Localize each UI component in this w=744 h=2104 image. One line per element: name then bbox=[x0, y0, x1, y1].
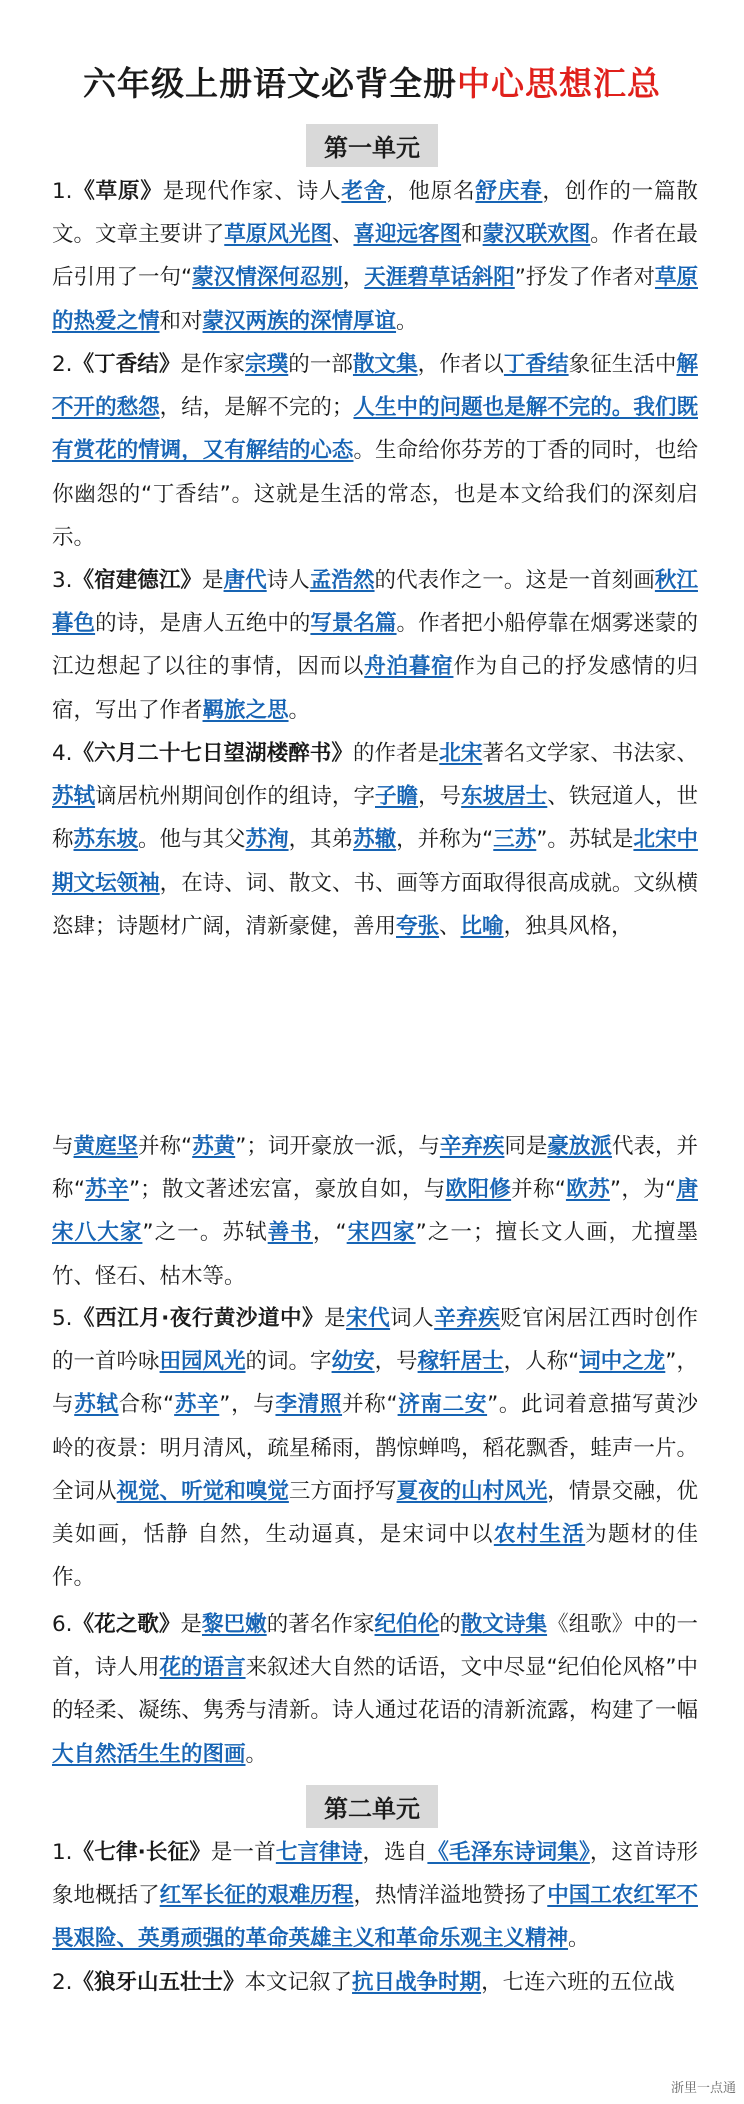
keyword: 喜迎远客图 bbox=[353, 222, 462, 248]
keyword: 草原的热爱之情 bbox=[52, 265, 698, 334]
keyword: 苏洵 bbox=[245, 827, 289, 853]
keyword: 舒庆春 bbox=[475, 179, 543, 204]
text: ”抒发了作者对 bbox=[514, 265, 655, 291]
keyword: 夸张 bbox=[396, 913, 440, 939]
text: 。他与其父 bbox=[138, 827, 246, 853]
item-number: 1. bbox=[52, 1840, 73, 1865]
text: 。 bbox=[396, 308, 418, 334]
unit2-item-1-changzheng bbox=[52, 1831, 698, 1961]
keyword: 宋四家 bbox=[346, 1220, 416, 1246]
keyword: 黄庭坚 bbox=[73, 1134, 139, 1159]
keyword: 苏轼 bbox=[52, 784, 96, 810]
keyword: 欧苏 bbox=[565, 1177, 610, 1203]
text: ，创作的一篇散文。文章主要讲了 bbox=[52, 179, 698, 248]
text: 并称“ bbox=[138, 1134, 193, 1159]
text: ，热情洋溢地赞扬了 bbox=[353, 1883, 548, 1909]
text: ，七连六班的五位战 bbox=[481, 1970, 675, 1995]
item-4-wanghulou-part-b bbox=[52, 1125, 698, 1298]
unit2-item-2-langyashan bbox=[52, 1961, 698, 2004]
keyword: 解不开的愁怨 bbox=[52, 352, 698, 421]
text: 的 bbox=[439, 1612, 461, 1637]
text: ，并称为“ bbox=[396, 827, 494, 853]
text: ”之一。苏轼 bbox=[142, 1220, 268, 1246]
text: ”，与 bbox=[52, 1349, 698, 1418]
text: 的一部 bbox=[288, 352, 353, 377]
text: ”之一；擅长文人画，尤擅墨竹、怪石、枯木等。 bbox=[52, 1220, 698, 1289]
keyword: 宗璞 bbox=[245, 352, 289, 377]
item-number: 6. bbox=[52, 1612, 73, 1637]
unit-1-heading: 第一单元 bbox=[306, 124, 438, 167]
keyword: 中国工农红军不畏艰险、英勇顽强的革命英雄主义和革命乐观主义精神 bbox=[52, 1883, 698, 1952]
keyword: 散文诗集 bbox=[460, 1612, 548, 1637]
text: 是 bbox=[180, 1612, 202, 1637]
keyword: 抗日战争时期 bbox=[352, 1970, 482, 1995]
keyword: 孟浩然 bbox=[309, 568, 375, 593]
keyword: 写景名篇 bbox=[310, 611, 397, 637]
keyword: 宋代 bbox=[346, 1306, 391, 1331]
text: ，独具风格， bbox=[503, 913, 633, 939]
text: 。 bbox=[288, 697, 311, 723]
source-watermark: 浙里一点通 bbox=[670, 2081, 736, 2096]
text: 的著名作家 bbox=[266, 1612, 375, 1637]
keyword: 苏黄 bbox=[192, 1134, 236, 1159]
text: 和 bbox=[461, 222, 483, 248]
item-number: 5. bbox=[52, 1306, 73, 1331]
text: 的代表作之一。这是一首刻画 bbox=[374, 568, 655, 593]
item-3-sujiandejiang bbox=[52, 559, 698, 732]
text: ，这首诗形象地概括了 bbox=[52, 1840, 698, 1909]
text: 的诗，是唐人五绝中的 bbox=[95, 611, 311, 637]
item-title: 《丁香结》 bbox=[72, 352, 181, 377]
keyword: 红军长征的艰难历程 bbox=[159, 1883, 354, 1909]
text: ，结，是解不完的； bbox=[159, 395, 354, 421]
text: 是一首 bbox=[210, 1840, 276, 1865]
text: ”，与 bbox=[219, 1392, 276, 1418]
text: ，他原名 bbox=[386, 179, 476, 204]
text: 词人 bbox=[390, 1306, 435, 1331]
text: ，人称“ bbox=[503, 1349, 580, 1375]
keyword: 七言律诗 bbox=[275, 1840, 363, 1865]
text: ，在诗、词、散文、书、画等方面取得很高成就。文纵横恣肆；诗题材广阔，清新豪健，善用 bbox=[52, 870, 698, 939]
keyword: 北宋 bbox=[439, 741, 483, 766]
keyword: 苏轼 bbox=[74, 1392, 119, 1418]
text: 合称“ bbox=[118, 1392, 175, 1418]
keyword: 善书 bbox=[267, 1220, 313, 1246]
keyword: 蒙汉联欢图 bbox=[482, 222, 591, 248]
text: ”；散文著述宏富，豪放自如，与 bbox=[128, 1177, 446, 1203]
keyword: 田园风光 bbox=[159, 1349, 246, 1375]
text: 并称“ bbox=[342, 1392, 398, 1418]
text: 。作者在最后引用了一句“ bbox=[52, 222, 698, 291]
keyword: 豪放派 bbox=[547, 1134, 612, 1159]
keyword: 《毛泽东诗词集》 bbox=[427, 1840, 590, 1865]
keyword: 比喻 bbox=[460, 913, 504, 939]
text: 与 bbox=[52, 1134, 74, 1159]
text: ，情景交融，优美如画，恬静 自然，生动逼真，是宋词中以 bbox=[52, 1478, 698, 1548]
keyword: 老舍 bbox=[341, 179, 387, 204]
item-number: 3. bbox=[52, 568, 73, 593]
keyword: 天涯碧草话斜阳 bbox=[364, 265, 515, 291]
item-title: 《六月二十七日望湖楼醉书》 bbox=[72, 741, 353, 766]
keyword: 辛弃疾 bbox=[439, 1134, 505, 1159]
item-title: 《花之歌》 bbox=[72, 1612, 181, 1637]
keyword: 唐宋八大家 bbox=[52, 1177, 698, 1246]
title-highlight: 中心思想汇总 bbox=[457, 64, 661, 103]
item-number: 2. bbox=[52, 352, 73, 377]
text: 是 bbox=[201, 568, 224, 593]
text: ，作者以 bbox=[417, 352, 504, 377]
text: 。生命给你芬芳的丁香的同时，也给你幽怨的“丁香结”。这就是生活的常态，也是本文给我们的深刻启示。 bbox=[52, 438, 698, 550]
keyword: 视觉、听觉和嗅觉 bbox=[116, 1478, 289, 1504]
item-4-wanghulou-part-a bbox=[52, 732, 698, 948]
text: 本文记叙了 bbox=[244, 1970, 353, 1995]
item-1-caoyuan bbox=[52, 170, 698, 343]
keyword: 苏东坡 bbox=[73, 827, 139, 853]
text: 、 bbox=[331, 222, 354, 248]
text: 诗人 bbox=[266, 568, 310, 593]
keyword: 李清照 bbox=[275, 1392, 343, 1418]
item-number: 4. bbox=[52, 741, 73, 766]
text: ，“ bbox=[312, 1220, 347, 1246]
text: 象征生活中 bbox=[568, 352, 677, 377]
text: 为题材的佳作。 bbox=[52, 1522, 698, 1591]
text: 代表，并称“ bbox=[52, 1134, 698, 1203]
keyword: 苏辛 bbox=[84, 1177, 129, 1203]
text: 是作家 bbox=[180, 352, 246, 377]
keyword: 东坡居士 bbox=[461, 784, 548, 810]
text: ，选自 bbox=[362, 1840, 428, 1865]
item-number: 2. bbox=[52, 1970, 73, 1995]
text: 的作者是 bbox=[352, 741, 440, 766]
text: 的词。字 bbox=[245, 1349, 332, 1375]
item-6-huazhige bbox=[52, 1603, 698, 1776]
text: ，其弟 bbox=[288, 827, 354, 853]
page-title bbox=[0, 58, 744, 105]
keyword: 子瞻 bbox=[375, 784, 419, 810]
text: ， bbox=[342, 265, 365, 291]
item-title: 《七律·长征》 bbox=[72, 1840, 211, 1865]
text: 来叙述大自然的话语，文中尽显“纪伯伦风格”中的轻柔、凝练、隽秀与清新。诗人通过花语的清新流露，构建了一幅 bbox=[52, 1655, 698, 1724]
keyword: 苏辛 bbox=[174, 1392, 220, 1418]
keyword: 稼轩居士 bbox=[417, 1349, 504, 1375]
item-5-xijiangyue bbox=[52, 1297, 698, 1599]
item-title: 《草原》 bbox=[72, 179, 163, 204]
keyword: 苏辙 bbox=[353, 827, 397, 853]
keyword: 欧阳修 bbox=[445, 1177, 512, 1203]
item-2-dingxiangjie bbox=[52, 343, 698, 559]
keyword: 羁旅之思 bbox=[202, 697, 289, 723]
keyword: 人生中的问题也是解不完的。我们既有赏花的情调，又有解结的心态 bbox=[52, 395, 698, 464]
text: 著名文学家、书法家、 bbox=[482, 741, 698, 766]
text: 同是 bbox=[504, 1134, 548, 1159]
keyword: 三苏 bbox=[493, 827, 537, 853]
text: 、铁冠道人，世称 bbox=[52, 784, 698, 853]
text: ”；词开豪放一派，与 bbox=[235, 1134, 440, 1159]
keyword: 幼安 bbox=[331, 1349, 375, 1375]
text: 。 bbox=[245, 1741, 268, 1767]
keyword: 辛弃疾 bbox=[434, 1306, 501, 1331]
keyword: 北宋中期文坛领袖 bbox=[52, 827, 698, 896]
item-title: 《狼牙山五壮士》 bbox=[72, 1970, 245, 1995]
text: 是 bbox=[324, 1306, 347, 1331]
keyword: 蒙汉两族的深情厚谊 bbox=[202, 308, 397, 334]
keyword: 纪伯伦 bbox=[374, 1612, 440, 1637]
text: ”。苏轼是 bbox=[536, 827, 634, 853]
text: ”，为“ bbox=[609, 1177, 677, 1203]
text: 。 bbox=[568, 1926, 590, 1952]
unit-2-heading: 第二单元 bbox=[306, 1785, 438, 1828]
text: 谪居杭州期间创作的组诗，字 bbox=[95, 784, 375, 810]
keyword: 词中之龙 bbox=[579, 1349, 666, 1375]
item-title: 《宿建德江》 bbox=[72, 568, 202, 593]
keyword: 农村生活 bbox=[493, 1522, 586, 1548]
keyword: 散文集 bbox=[352, 352, 418, 377]
text: 、 bbox=[439, 913, 461, 939]
item-title: 《西江月·夜行黄沙道中》 bbox=[72, 1306, 325, 1331]
keyword: 夏夜的山村风光 bbox=[396, 1478, 548, 1504]
text: ，号 bbox=[418, 784, 462, 810]
keyword: 草原风光图 bbox=[224, 222, 332, 248]
keyword: 舟泊暮宿 bbox=[364, 654, 454, 680]
text: 是现代作家、诗人 bbox=[162, 179, 342, 204]
text: 和对 bbox=[159, 308, 203, 334]
title-main: 六年级上册语文必背全册 bbox=[83, 64, 457, 103]
text: 《组歌》中的一首，诗人用 bbox=[52, 1612, 698, 1681]
item-number: 1. bbox=[52, 179, 73, 204]
text: 并称“ bbox=[511, 1177, 566, 1203]
text: ，号 bbox=[374, 1349, 418, 1375]
keyword: 黎巴嫩 bbox=[201, 1612, 267, 1637]
text: 。作者把小船停靠在烟雾迷蒙的江边想起了以往的事情，因而以 bbox=[52, 611, 698, 680]
keyword: 唐代 bbox=[223, 568, 267, 593]
keyword: 蒙汉情深何忍别 bbox=[192, 265, 343, 291]
text: ”。此词着意描写黄沙岭的夜景：明月清风，疏星稀雨，鹊惊蝉鸣，稻花飘香，蛙声一片。全词从 bbox=[52, 1392, 698, 1504]
keyword: 丁香结 bbox=[503, 352, 569, 377]
text: 贬官闲居江西时创作的一首吟咏 bbox=[52, 1306, 698, 1375]
keyword: 秋江暮色 bbox=[52, 568, 698, 637]
text: 三方面抒写 bbox=[288, 1478, 397, 1504]
keyword: 花的语言 bbox=[159, 1655, 246, 1681]
text: 作为自己的抒发感情的归宿，写出了作者 bbox=[52, 654, 698, 723]
keyword: 大自然活生生的图画 bbox=[52, 1741, 246, 1767]
keyword: 济南二安 bbox=[397, 1392, 488, 1418]
